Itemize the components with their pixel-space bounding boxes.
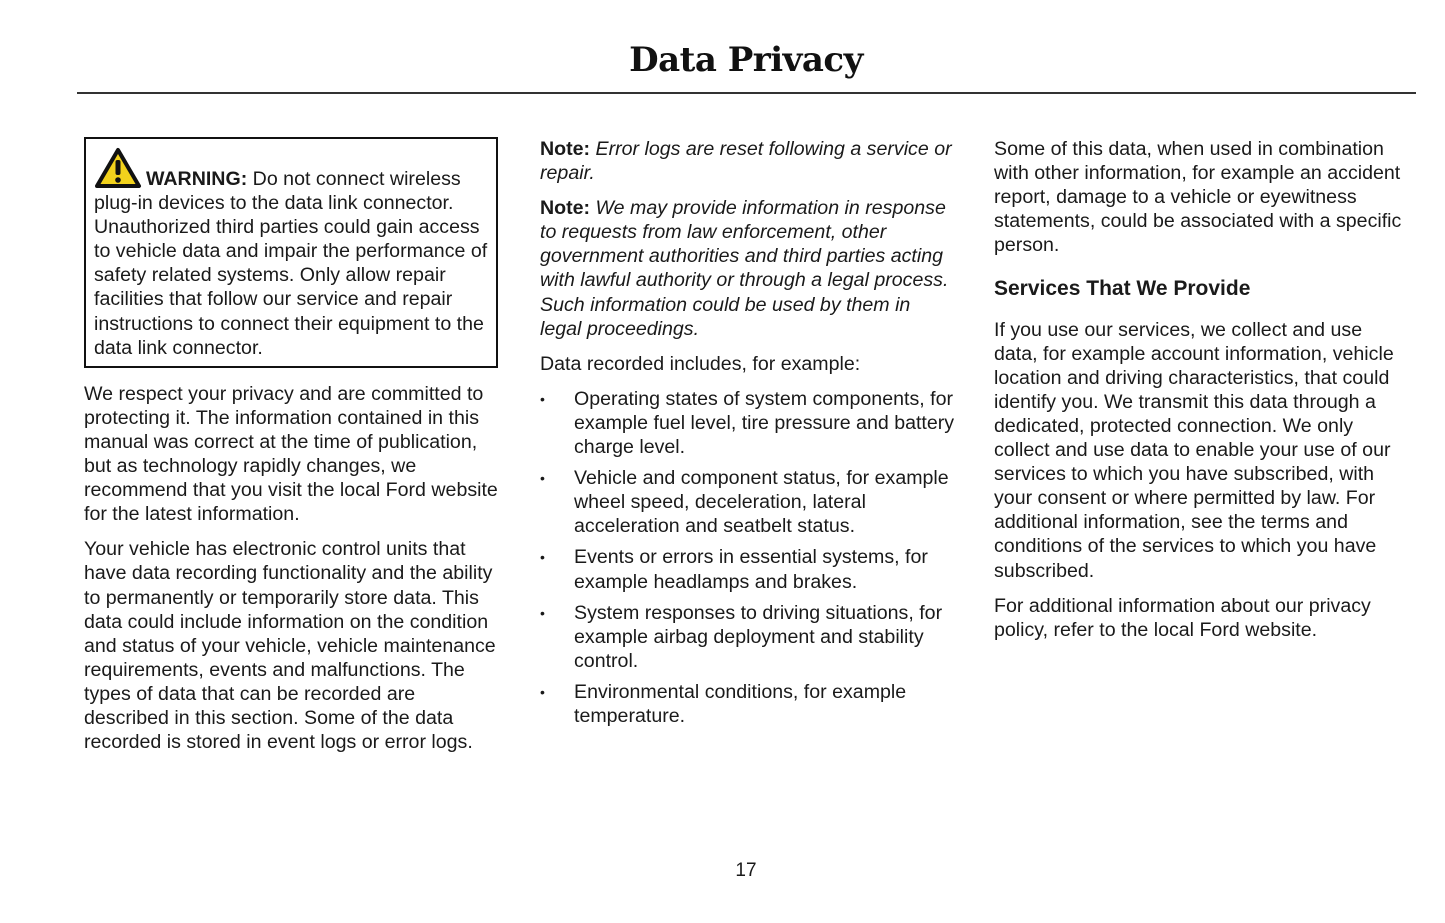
note-law-enforcement <box>540 196 956 341</box>
bullet-icon: • <box>540 683 545 700</box>
warning-text: Do not connect wireless plug-in devices to the data link connector. Unauthorized third parties could gain access to vehicle data and impair the performance of safety related systems. Only allow repair facilities that follow our service and repair instructions to connect their equipment to the data link connector. <box>94 168 488 359</box>
bullet-icon: • <box>540 549 545 566</box>
privacy-intro-paragraph: We respect your privacy and are committed to protecting it. The information contained in this manual was correct at the time of publication, but as technology rapidly changes, we recommend that you visit the local Ford website for the latest information. <box>84 382 498 526</box>
column-right <box>994 137 1410 653</box>
privacy-policy-paragraph: For additional information about our privacy policy, refer to the local Ford website. <box>994 594 1371 641</box>
title-divider <box>77 92 1416 94</box>
note-error-logs <box>540 137 956 185</box>
section-heading-services: Services That We Provide <box>994 277 1251 301</box>
data-recorded-list <box>540 387 956 728</box>
page-number: 17 <box>735 860 757 881</box>
list-item <box>540 387 956 459</box>
warning-box <box>84 137 498 368</box>
bullet-icon: • <box>540 470 545 487</box>
list-item-text: Operating states of system components, for example fuel level, tire pressure and battery charge level. <box>574 387 955 459</box>
data-recording-paragraph: Your vehicle has electronic control units that have data recording functionality and the ability to permanently or temporarily store data. This data could include information on the condition and status of your vehicle, vehicle maintenance requirements, events and malfunctions. The types of data that can be recorded are described in this section. Some of the data recorded is stored in event logs or error logs. <box>84 538 496 754</box>
list-item <box>540 680 956 728</box>
note-label: Note: <box>540 138 591 160</box>
warning-triangle-icon <box>94 147 142 189</box>
list-item <box>540 545 956 593</box>
list-item <box>540 601 956 673</box>
list-item <box>540 466 956 538</box>
warning-label: WARNING: <box>146 168 248 190</box>
list-item-text: Events or errors in essential systems, for example headlamps and brakes. <box>574 546 928 593</box>
list-item-text: Environmental conditions, for example temperature. <box>574 680 907 727</box>
note-label: Note: <box>540 197 591 220</box>
bullet-icon: • <box>540 604 545 621</box>
column-middle <box>540 137 956 735</box>
bullet-icon: • <box>540 390 545 407</box>
list-intro: Data recorded includes, for example: <box>540 352 861 375</box>
list-item-text: System responses to driving situations, for example airbag deployment and stability control. <box>574 601 943 672</box>
note-text: We may provide information in response to requests from law enforcement, other government authorities and third parties acting with lawful authority or through a legal process. Such information could be used by them in legal proceedings. <box>540 197 949 340</box>
note-text: Error logs are reset following a service or repair. <box>540 138 952 185</box>
column-left <box>84 137 500 765</box>
data-association-paragraph: Some of this data, when used in combination with other information, for example an accident report, damage to a vehicle or eyewitness statements, could be associated with a specific person. <box>994 138 1402 257</box>
list-item-text: Vehicle and component status, for example wheel speed, deceleration, lateral acceleration and seatbelt status. <box>574 467 949 538</box>
page-title: Data Privacy <box>629 40 863 80</box>
services-paragraph: If you use our services, we collect and use data, for example account information, vehicle location and driving characteristics, that could identify you. We transmit this data through a dedicated, protected connection. We only collect and use data to enable your use of our services to which you have subscribed, with your consent or where permitted by law. For additional information, see the terms and conditions of the services to which you have subscribed. <box>994 318 1394 582</box>
